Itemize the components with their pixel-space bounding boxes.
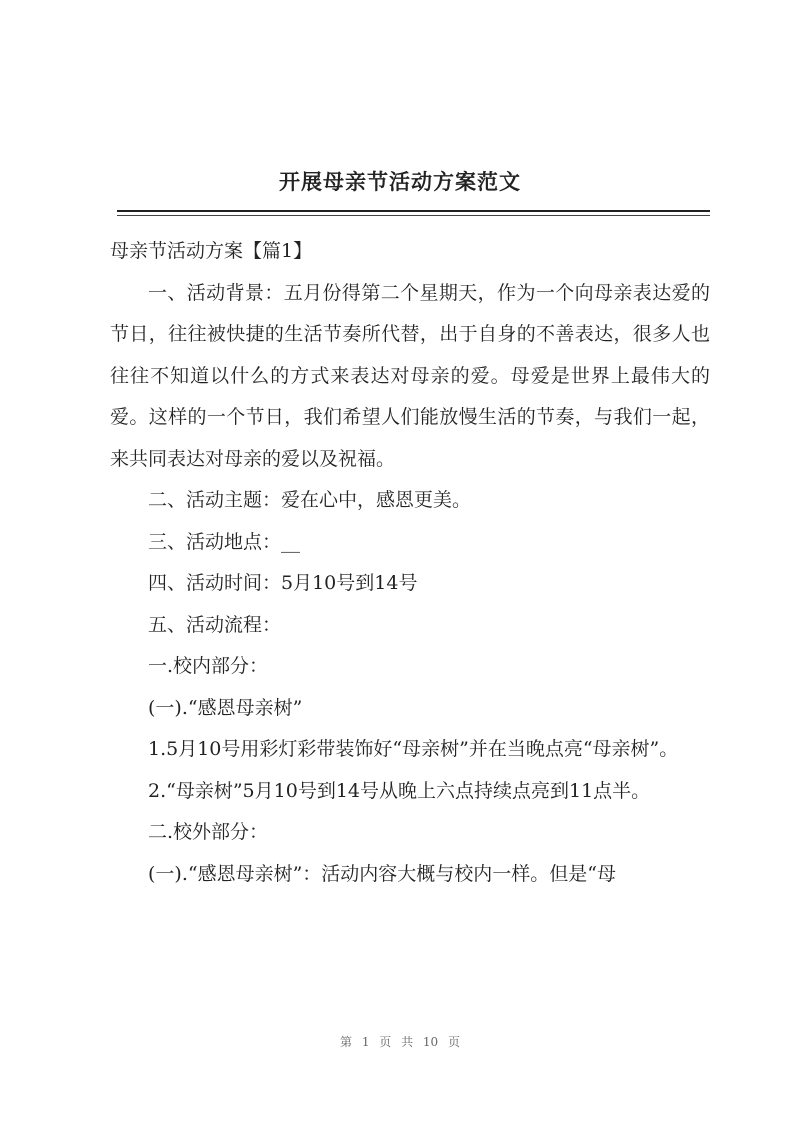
title-rule-thick bbox=[117, 210, 710, 212]
section-heading: 母亲节活动方案【篇1】 bbox=[110, 240, 313, 262]
paragraph-campus: 一.校内部分： bbox=[148, 655, 269, 677]
page-indicator: 第 1 页 共 10 页 bbox=[340, 1035, 460, 1049]
document-body bbox=[110, 231, 710, 895]
document-title: 开展母亲节活动方案范文 bbox=[279, 169, 521, 194]
title-rule-thin bbox=[117, 215, 710, 216]
paragraph-step-1: 1.5月10号用彩灯彩带装饰好“母亲树”并在当晚点亮“母亲树”。 bbox=[148, 738, 679, 760]
paragraph-background: 一、活动背景：五月份得第二个星期天，作为一个向母亲表达爱的节日，往往被快捷的生活节奏所代替，出于自身的不善表达，很多人也往往不知道以什么的方式来表达对母亲的爱。母爱是世界上最伟大的爱。这样的一个节日，我们希望人们能放慢生活的节奏，与我们一起，来共同表达对母亲的爱以及祝福。 bbox=[110, 281, 710, 470]
paragraph-step-2: 2.“母亲树”5月10号到14号从晚上六点持续点亮到11点半。 bbox=[148, 779, 651, 802]
paragraph-mother-tree: (一).“感恩母亲树” bbox=[148, 696, 303, 719]
paragraph-location: 三、活动地点：__ bbox=[148, 530, 301, 553]
paragraph-theme: 二、活动主题：爱在心中，感恩更美。 bbox=[148, 489, 472, 511]
paragraph-off-campus: 二.校外部分： bbox=[148, 821, 269, 843]
paragraph-off-campus-tree: (一).“感恩母亲树”：活动内容大概与校内一样。但是“母 bbox=[148, 862, 617, 885]
paragraph-process: 五、活动流程： bbox=[148, 613, 282, 636]
paragraph-time: 四、活动时间：5月10号到14号 bbox=[148, 572, 418, 594]
